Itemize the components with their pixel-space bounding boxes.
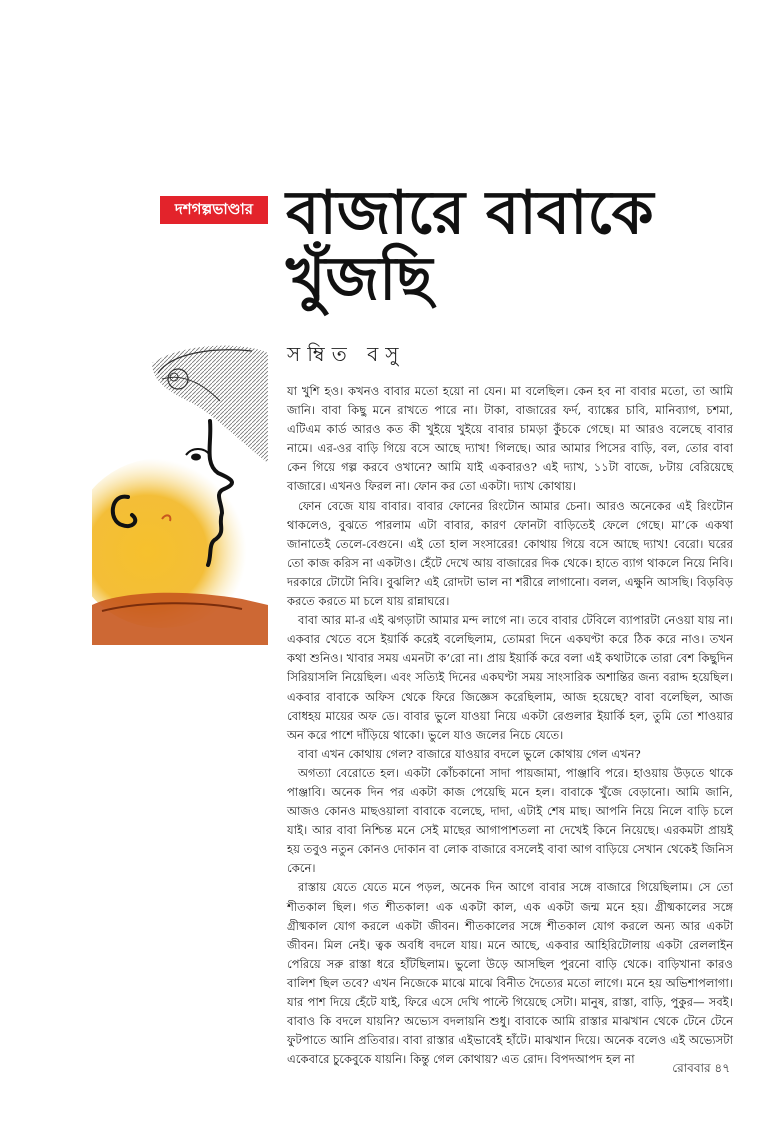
title-line-1: বাজারে বাবাকে: [286, 178, 654, 248]
paragraph: বাবা এখন কোথায় গেল? বাজারে যাওয়ার বদলে ভুলে কোথায় গেল এখন?: [298, 746, 641, 761]
paragraph: বাবা আর মা-র এই ঝগড়াটা আমার মন্দ লাগে না। তবে বাবার টেবিলে ব্যাপারটা নেওয়া যায় না। একবার খেতে বসে ইয়ার্কি করেই বলেছিলাম, তোমরা দিনে একঘণ্টা করে ঠিক করে নাও। তখন কথা শুনিও। খাবার সময় এমনটা ক’রো না। প্রায় ইয়ার্কি করে বলা এই কথাটাকে তারা বেশ কিছুদিন সিরিয়াসলি নিয়েছিল। এবং সত্যিই দিনের একঘণ্টা সময় সাংসারিক অশান্তির জন্য বরাদ্দ হয়েছিল। একবার বাবাকে অফিস থেকে ফিরে জিজ্ঞেস করেছিলাম, আজ হয়েছে? বাবা বলেছিল, আজ বোধহয় মায়ের অফ ডে। বাবার ভুলে যাওয়া নিয়ে একটা রেগুলার ইয়ার্কি হল, তুমি তো শাওয়ার অন করে পাশে দাঁড়িয়ে থাকো। ভুলে যাও জলের নিচে যেতে।: [287, 613, 733, 742]
page-footer: রোববার ৪৭: [672, 1061, 730, 1075]
article-body: [287, 382, 733, 1069]
author-name: সম্বিত বসু: [287, 342, 406, 366]
paragraph: যা খুশি হও। কখনও বাবার মতো হয়ো না যেন। মা বলেছিল। কেন হব না বাবার মতো, তা আমি জানি। বাবা কিছু মনে রাখতে পারে না। টাকা, বাজারের ফর্দ, ব্যাঙ্কের চাবি, মানিব্যাগ, চশমা, এটিএম কার্ড আরও কত কী খুইয়ে খুইয়ে বাবার চামড়া কুঁচকে গেছে। মা আরও বলেছে বাবার নামে। এর-ওর বাড়ি গিয়ে বসে আছে দ্যাখ! গিলছে। আর আমার পিসের বাড়ি, বল, তোর বাবা কেন গিয়ে গল্প করবে ওখানে? আমি যাই একবারও? এই দ্যাখ, ১১টা বাজে, ৮টায় বেরিয়েছে বাজারে। এখনও ফিরল না। ফোন কর তো একটা। দ্যাখ কোথায়।: [287, 384, 733, 494]
title-line-2: খুঁজছি: [286, 244, 433, 314]
paragraph: অগত্যা বেরোতে হল। একটা কোঁচকানো সাদা পায়জামা, পাঞ্জাবি পরে। হাওয়ায় উড়তে থাকে পাঞ্জাবি। অনেক দিন পর একটা কাজ পেয়েছি মনে হল। বাবাকে খুঁজে বেড়ানো। আমি জানি, আজও কোনও মাছওয়ালা বাবাকে বলেছে, দাদা, এটাই শেষ মাছ। আপনি নিয়ে নিলে বাড়ি চলে যাই। আর বাবা নিশ্চিন্ত মনে সেই মাছের আগাপাশতলা না দেখেই কিনে নিয়েছে। এরকমটা প্রায়ই হয় তবুও নতুন কোনও দোকান বা লোক বাজারে বসলেই বাবা আগ বাড়িয়ে সেখান থেকেই জিনিস কেনে।: [287, 765, 733, 876]
paragraph: রাস্তায় যেতে যেতে মনে পড়ল, অনেক দিন আগে বাবার সঙ্গে বাজারে গিয়েছিলাম। সে তো শীতকাল ছিল। গত শীতকাল! এক একটা কাল, এক একটা জন্ম মনে হয়। গ্রীষ্মকালের সঙ্গে গ্রীষ্মকাল যোগ করলে একটা জীবন। শীতকালের সঙ্গে শীতকাল যোগ করলে অন্য আর একটা জীবন। মিল নেই। ত্বক অবধি বদলে যায়। মনে আছে, একবার আহিরিটোলায় একটা রেললাইন পেরিয়ে সরু রাস্তা ধরে হাঁটছিলাম। ভুলো উড়ে আসছিল পুরনো বাড়ি থেকে। বাড়িখানা কারও বালিশ ছিল তবে? এখন নিজেকে মাঝে মাঝে বিনীত দৈত্যের মতো লাগে। মনে হয় অভিশাপলাগা। যার পাশ দিয়ে হেঁটে যাই, ফিরে এসে দেখি পাল্টে গিয়েছে সেটা। মানুষ, রাস্তা, বাড়ি, পুকুর— সবই। বাবাও কি বদলে যায়নি? অভ্যেস বদলায়নি শুধু। বাবাকে আমি রাস্তার মাঝখান থেকে টেনে টেনে ফুটপাতে আনি প্রতিবার। বাবা রাস্তার এইভাবেই হাঁটে। মাঝখান দিয়ে। অনেক বলেও এই অভ্যেসটা একেবারে চুকেবুকে যায়নি। কিন্তু গেল কোথায়? এত রোদ। বিপদআপদ হল না: [287, 880, 733, 1067]
face-profile-sketch-illustration: [92, 343, 270, 645]
paragraph: ফোন বেজে যায় বাবার। বাবার ফোনের রিংটোন আমার চেনা। আরও অনেকের এই রিংটোন থাকলেও, বুঝতে পারলাম এটা বাবার, কারণ ফোনটা বাড়িতেই ফেলে গেছে। মা’কে একথা জানাতেই তেলে-বেগুনে। এই তো হাল সংসারের! কোথায় গিয়ে বসে আছে দ্যাখ! বেরো। ঘরের তো কাজ করিস না একটাও। হেঁটে দেখে আয় বাজারের দিক থেকে। হাতে ব্যাগ থাকলে নিয়ে নিবি। দরকারে টোটো নিবি। বুঝলি? এই রোদটা ভাল না শরীরে লাগানো। বলল, এক্ষুনি আসছি। বিড়বিড় করতে করতে মা চলে যায় রান্নাঘরে।: [287, 498, 733, 609]
article-title: [286, 180, 746, 312]
section-tag: দশগল্পভাণ্ডার: [160, 196, 268, 224]
